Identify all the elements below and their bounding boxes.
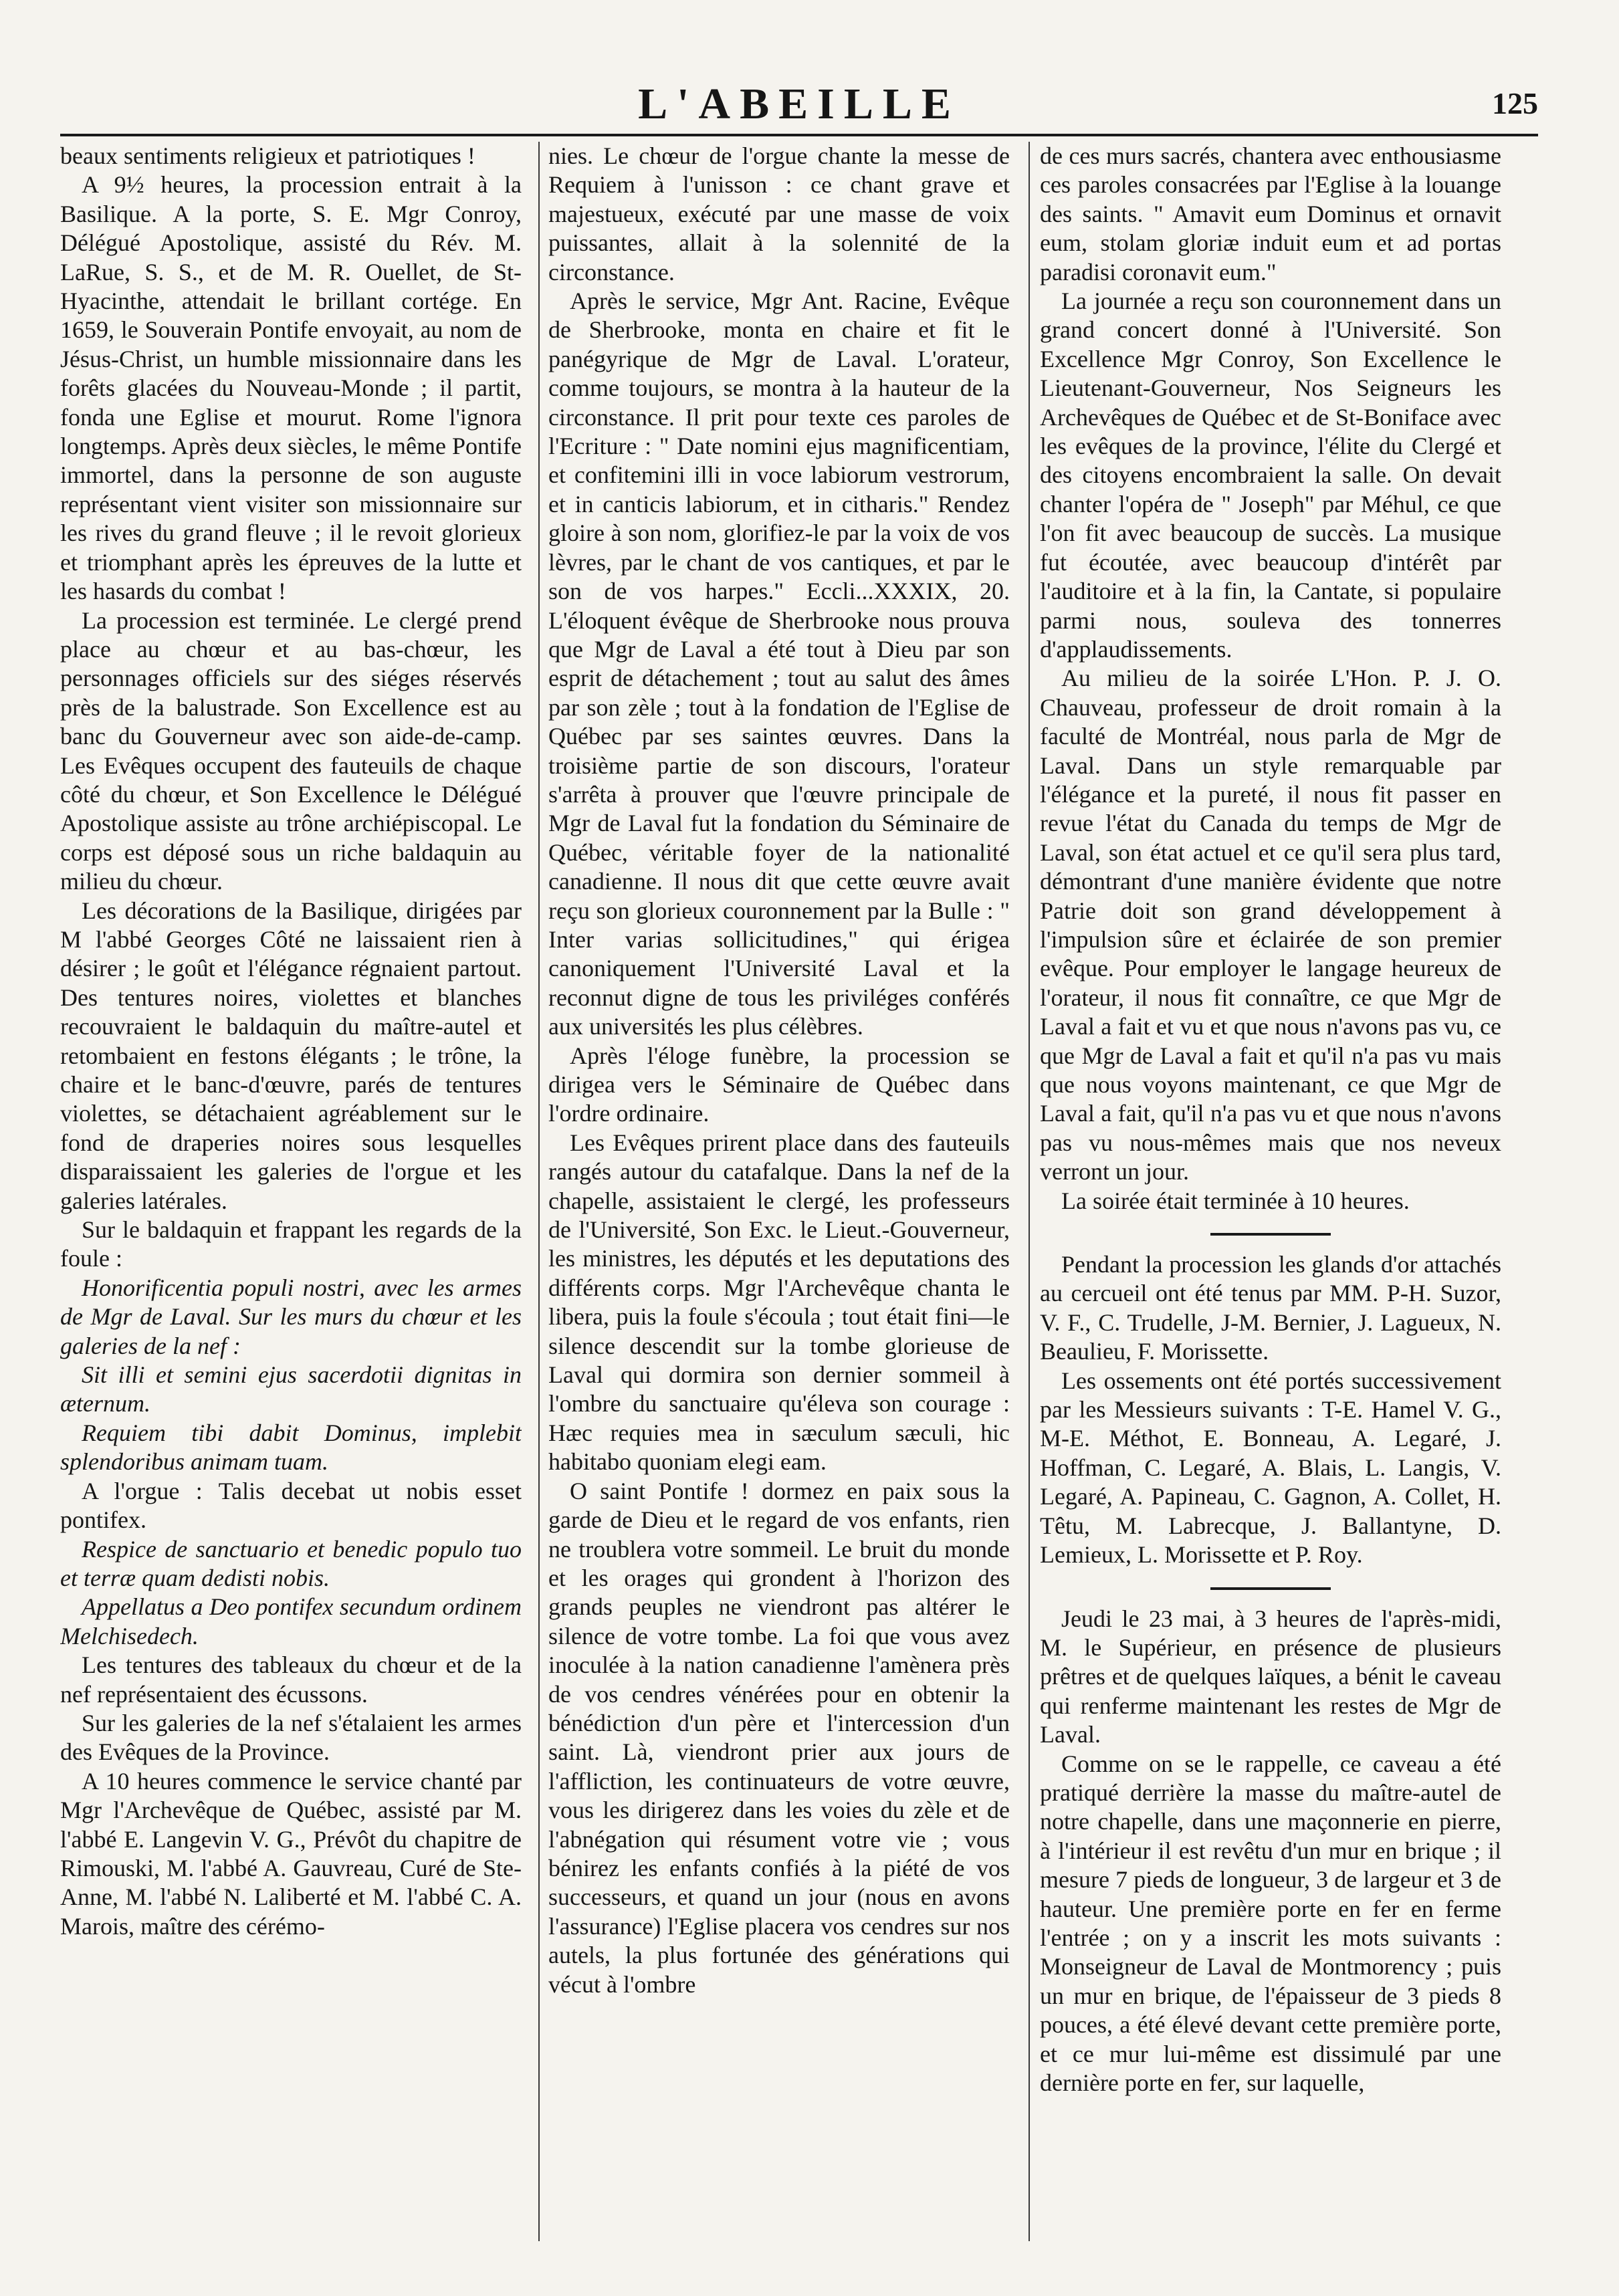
column-1: [60, 142, 522, 2248]
paragraph: Les ossements ont été portés successivement par les Messieurs suivants : T-E. Hamel V. G., M-E. Méthot, E. Bonneau, A. Legaré, J. Hoffman, C. Legaré, A. Blais, L. Langis, V. Legaré, A. Papineau, C. Gagnon, A. Collet, H. Têtu, M. Labrecque, J. Ballantyne, D. Lemieux, L. Morissette et P. Roy.: [1040, 1367, 1501, 1569]
paragraph: Au milieu de la soirée L'Hon. P. J. O. Chauveau, professeur de droit romain à la faculté de Montréal, nous parla de Mgr de Laval. Dans un style remarquable par l'élégance et la pureté, il nous fit passer en revue l'état du Canada du temps de Mgr de Laval, son état actuel et ce qu'il sera plus tard, démontrant d'une manière évidente que notre Patrie doit son grand développement à l'impulsion sûre et éclairée de son premier evêque. Pour employer le langage heureux de l'orateur, il nous fit connaître, ce que Mgr de Laval a fait et vu et que nous n'avons pas vu, ce que Mgr de Laval a fait et qu'il n'a pas vu mais que nous voyons maintenant, ce que Mgr de Laval a fait, qu'il n'a pas vu et que nous n'avons pas vu nous-mêmes mais que nos neveux verront un jour.: [1040, 665, 1501, 1185]
paragraph: Pendant la procession les glands d'or attachés au cercueil ont été tenus par MM. P-H. Suzor, V. F., C. Trudelle, J-M. Bernier, J. Lagueux, N. Beaulieu, F. Morissette.: [1040, 1251, 1501, 1365]
page-header: [60, 74, 1538, 136]
paragraph: A l'orgue : Talis decebat ut nobis esset pontifex.: [60, 1477, 522, 1534]
inscription: Appellatus a Deo pontifex secundum ordinem Melchisedech.: [60, 1593, 522, 1649]
paragraph: beaux sentiments religieux et patriotiques !: [60, 142, 475, 169]
column-rule: [1029, 142, 1030, 2241]
publication-title: L'ABEILLE: [638, 80, 960, 128]
section-separator: [1210, 1233, 1331, 1236]
column-2: [548, 142, 1010, 2248]
inscription: Respice de sanctuario et benedic populo tuo et terræ quam dedisti nobis.: [60, 1535, 522, 1591]
paragraph: de ces murs sacrés, chantera avec enthousiasme ces paroles consacrées par l'Eglise à la louange des saints. " Amavit eum Dominus et ornavit eum, stolam gloriæ induit eum et ad portas paradisi coronavit eum.": [1040, 142, 1501, 285]
column-3: [1040, 142, 1501, 2248]
inscription: Sit illi et semini ejus sacerdotii dignitas in æternum.: [60, 1361, 522, 1417]
paragraph: Après le service, Mgr Ant. Racine, Evêque de Sherbrooke, monta en chaire et fit le panégyrique de Mgr de Laval. L'orateur, comme toujours, se montra à la hauteur de la circonstance. Il prit pour texte ces paroles de l'Ecriture : " Date nomini ejus magnificentiam, et confitemini illi in voce labiorum vestrorum, et in canticis labiorum, et in citharis." Rendez gloire à son nom, glorifiez-le par la voix de vos lèvres, par le chant de vos cantiques, et par le son de vos harpes." Eccli...XXXIX, 20. L'éloquent évêque de Sherbrooke nous prouva que Mgr de Laval a été tout à Dieu par son esprit de détachement ; tout au salut des âmes par son zèle ; tout à la fondation de l'Eglise de Québec par ses saintes œuvres. Dans la troisième partie de son discours, l'orateur s'arrêta à prouver que l'œuvre principale de Mgr de Laval fut la fondation du Séminaire de Québec, véritable foyer de la nationalité canadienne. Il nous dit que cette œuvre avait reçu son glorieux couronnement par la Bulle : " Inter varias sollicitudines," qui érigea canoniquement l'Université Laval et la reconnut digne de tous les priviléges conférés aux universités les plus célèbres.: [548, 288, 1010, 1040]
paragraph: Les tentures des tableaux du chœur et de la nef représentaient des écussons.: [60, 1651, 522, 1708]
paragraph: A 9½ heures, la procession entrait à la Basilique. A la porte, S. E. Mgr Conroy, Délégué Apostolique, assisté du Rév. M. LaRue, S. S., et de M. R. Ouellet, de St-Hyacinthe, attendait le brillant cortége. En 1659, le Souverain Pontife envoyait, au nom de Jésus-Christ, un humble missionnaire dans les forêts glacées du Nouveau-Monde ; il partit, fonda une Eglise et mourut. Rome l'ignora longtemps. Après deux siècles, le même Pontife immortel, dans la personne de son auguste représentant vient visiter son missionnaire sur les rives du grand fleuve ; il le revoit glorieux et triomphant après les épreuves de la lutte et les hasards du combat !: [60, 171, 522, 605]
page-number: 125: [1492, 86, 1538, 120]
paragraph: La procession est terminée. Le clergé prend place au chœur et au bas-chœur, les personnages officiels sur des siéges réservés près de la balustrade. Son Excellence est au banc du Gouverneur avec son aide-de-camp. Les Evêques occupent des fauteuils de chaque côté du chœur, et Son Excellence le Délégué Apostolique assiste au trône archiépiscopal. Le corps est déposé sous un riche baldaquin au milieu du chœur.: [60, 606, 522, 895]
paragraph: Après l'éloge funèbre, la procession se dirigea vers le Séminaire de Québec dans l'ordre ordinaire.: [548, 1042, 1010, 1127]
column-rule: [538, 142, 540, 2241]
paragraph: Sur les galeries de la nef s'étalaient les armes des Evêques de la Province.: [60, 1709, 522, 1766]
paragraph: La soirée était terminée à 10 heures.: [1061, 1187, 1410, 1214]
section-separator: [1210, 1587, 1331, 1590]
paragraph: A 10 heures commence le service chanté par Mgr l'Archevêque de Québec, assisté par M. l'abbé E. Langevin V. G., Prévôt du chapitre de Rimouski, M. l'abbé A. Gauvreau, Curé de Ste-Anne, M. l'abbé N. Laliberté et M. l'abbé C. A. Marois, maître des cérémo-: [60, 1767, 522, 1940]
inscription: Honorificentia populi nostri, avec les armes de Mgr de Laval. Sur les murs du chœur et les galeries de la nef :: [60, 1274, 522, 1359]
paragraph: La journée a reçu son couronnement dans un grand concert donné à l'Université. Son Excellence Mgr Conroy, Son Excellence le Lieutenant-Gouverneur, Nos Seigneurs les Archevêques de Québec et de St-Boniface avec les evêques de la province, l'élite du Clergé et des citoyens encombraient la salle. On devait chanter l'opéra de " Joseph" par Méhul, ce que l'on fit avec beaucoup de succès. La musique fut écoutée, avec beaucoup d'intérêt par l'auditoire et à la fin, la Cantate, si populaire parmi nous, souleva des tonnerres d'applaudissements.: [1040, 288, 1501, 663]
inscription: Requiem tibi dabit Dominus, implebit splendoribus animam tuam.: [60, 1419, 522, 1476]
paragraph: Jeudi le 23 mai, à 3 heures de l'après-midi, M. le Supérieur, en présence de plusieurs prêtres et de quelques laïques, a bénit le caveau qui renferme maintenant les restes de Mgr de Laval.: [1040, 1605, 1501, 1748]
paragraph: O saint Pontife ! dormez en paix sous la garde de Dieu et le regard de vos enfants, rien ne troublera votre sommeil. Le bruit du monde et les orages qui grondent à l'horizon des grands peuples ne viendront pas altérer le silence de votre tombe. La foi que vous avez inoculée à la nation canadienne l'amènera près de vos cendres vénérées pour en obtenir la bénédiction d'un père et l'intercession d'un saint. Là, viendront prier aux jours de l'affliction, les continuateurs de votre œuvre, vous les dirigerez dans les voies du zèle et de l'abnégation qui résument votre vie ; vous bénirez les enfants confiés à la piété de vos successeurs, et quand un jour (nous en avons l'assurance) l'Eglise placera vos cendres sur nos autels, la plus fortunée des générations qui vécut à l'ombre: [548, 1477, 1010, 1998]
paragraph: nies. Le chœur de l'orgue chante la messe de Requiem à l'unisson : ce chant grave et majestueux, exécuté par une masse de voix puissantes, allait à la solennité de la circonstance.: [548, 142, 1010, 285]
paragraph: Comme on se le rappelle, ce caveau a été pratiqué derrière la masse du maître-autel de notre chapelle, dans une maçonnerie en pierre, à l'intérieur il est revêtu d'un mur en brique ; il mesure 7 pieds de longueur, 3 de largeur et 3 de hauteur. Une première porte en fer en ferme l'entrée ; on y a inscrit les mots suivants : Monseigneur de Laval de Montmorency ; puis un mur en brique, de l'épaisseur de 3 pieds 8 pouces, a été élevé devant cette première porte, et ce mur lui-même est dissimulé par une dernière porte en fer, sur laquelle,: [1040, 1750, 1501, 2096]
paragraph: Sur le baldaquin et frappant les regards de la foule :: [60, 1216, 522, 1272]
paragraph: Les Evêques prirent place dans des fauteuils rangés autour du catafalque. Dans la nef de la chapelle, assistaient le clergé, les professeurs de l'Université, Son Exc. le Lieut.-Gouverneur, les ministres, les députés et les deputations des différents corps. Mgr l'Archevêque chanta le libera, puis la foule s'écoula ; tout était fini—le silence descendit sur la tombe glorieuse de Laval qui dormira son dernier sommeil à l'ombre du sanctuaire qu'éleva son courage : Hæc requies mea in sæculum sæculi, hic habitabo quoniam elegi eam.: [548, 1129, 1010, 1476]
paragraph: Les décorations de la Basilique, dirigées par M l'abbé Georges Côté ne laissaient rien à désirer ; le goût et l'élégance régnaient partout. Des tentures noires, violettes et blanches recouvraient le baldaquin du maître-autel et retombaient en festons élégants ; le trône, la chaire et le banc-d'œuvre, parés de tentures violettes, se détachaient agréablement sur le fond de draperies noires sous lesquelles disparaissaient les galeries de l'orgue et les galeries latérales.: [60, 897, 522, 1214]
